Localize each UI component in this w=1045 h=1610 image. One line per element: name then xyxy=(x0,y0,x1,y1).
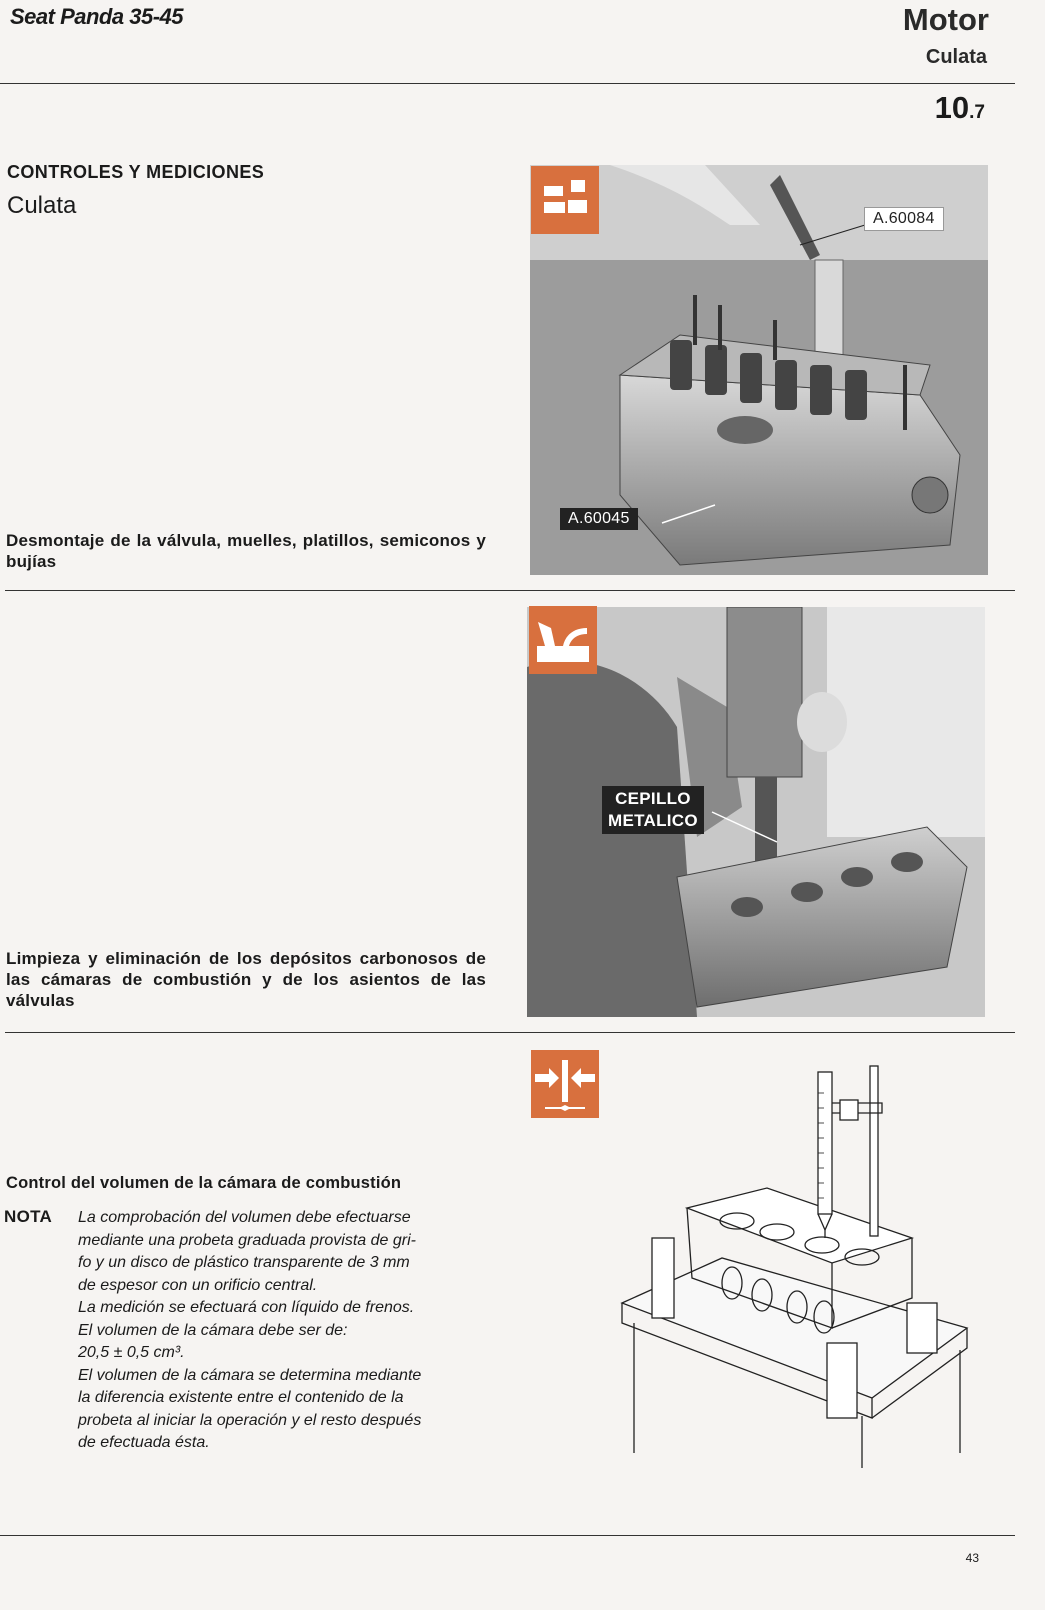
section-heading: CONTROLES Y MEDICIONES xyxy=(7,162,265,182)
step-caption-cleaning: Limpieza y eliminación de los depósitos carbonosos de las cámaras de combustión y de los asientos de las válvulas xyxy=(6,949,486,1010)
step-caption-disassembly: Desmontaje de la válvula, muelles, platillos, semiconos y bujías xyxy=(6,531,486,571)
note-label: NOTA xyxy=(4,1207,53,1226)
measurement-diagram xyxy=(612,1058,982,1478)
step-caption-measurement: Control del volumen de la cámara de combustión xyxy=(6,1174,402,1192)
tool-label-wire-brush: CEPILLO METALICO xyxy=(602,786,704,834)
tool-label-a60045: A.60045 xyxy=(560,508,638,530)
footer-rule xyxy=(0,1535,1015,1536)
header-rule xyxy=(0,83,1015,84)
tool-label-a60084: A.60084 xyxy=(864,207,944,231)
manual-title: Seat Panda 35-45 xyxy=(10,4,183,29)
step-divider xyxy=(5,590,1015,591)
disassembly-icon xyxy=(531,166,599,234)
section-number: 10.7 xyxy=(934,90,985,125)
subchapter-title: Culata xyxy=(925,46,987,68)
step-divider xyxy=(5,1032,1015,1033)
note-text: La comprobación del volumen debe efectuarse mediante una probeta graduada provista de gri- fo y un disco de plástico transparente de 3 mm de espesor con un orificio central. La medición se efectuará con líquido de frenos. El volumen de la cámara debe ser de: 20,5 ± 0,5 cm³. El volumen de la cámara se determina mediante la diferencia existente entre el contenido de la probeta al iniciar la operación y el resto después de efectuada ésta. xyxy=(78,1209,422,1451)
cleaning-icon xyxy=(529,606,597,674)
chapter-title: Motor xyxy=(902,2,989,37)
page-number: 43 xyxy=(965,1551,979,1565)
measurement-icon xyxy=(531,1050,599,1118)
section-subheading: Culata xyxy=(7,192,77,219)
